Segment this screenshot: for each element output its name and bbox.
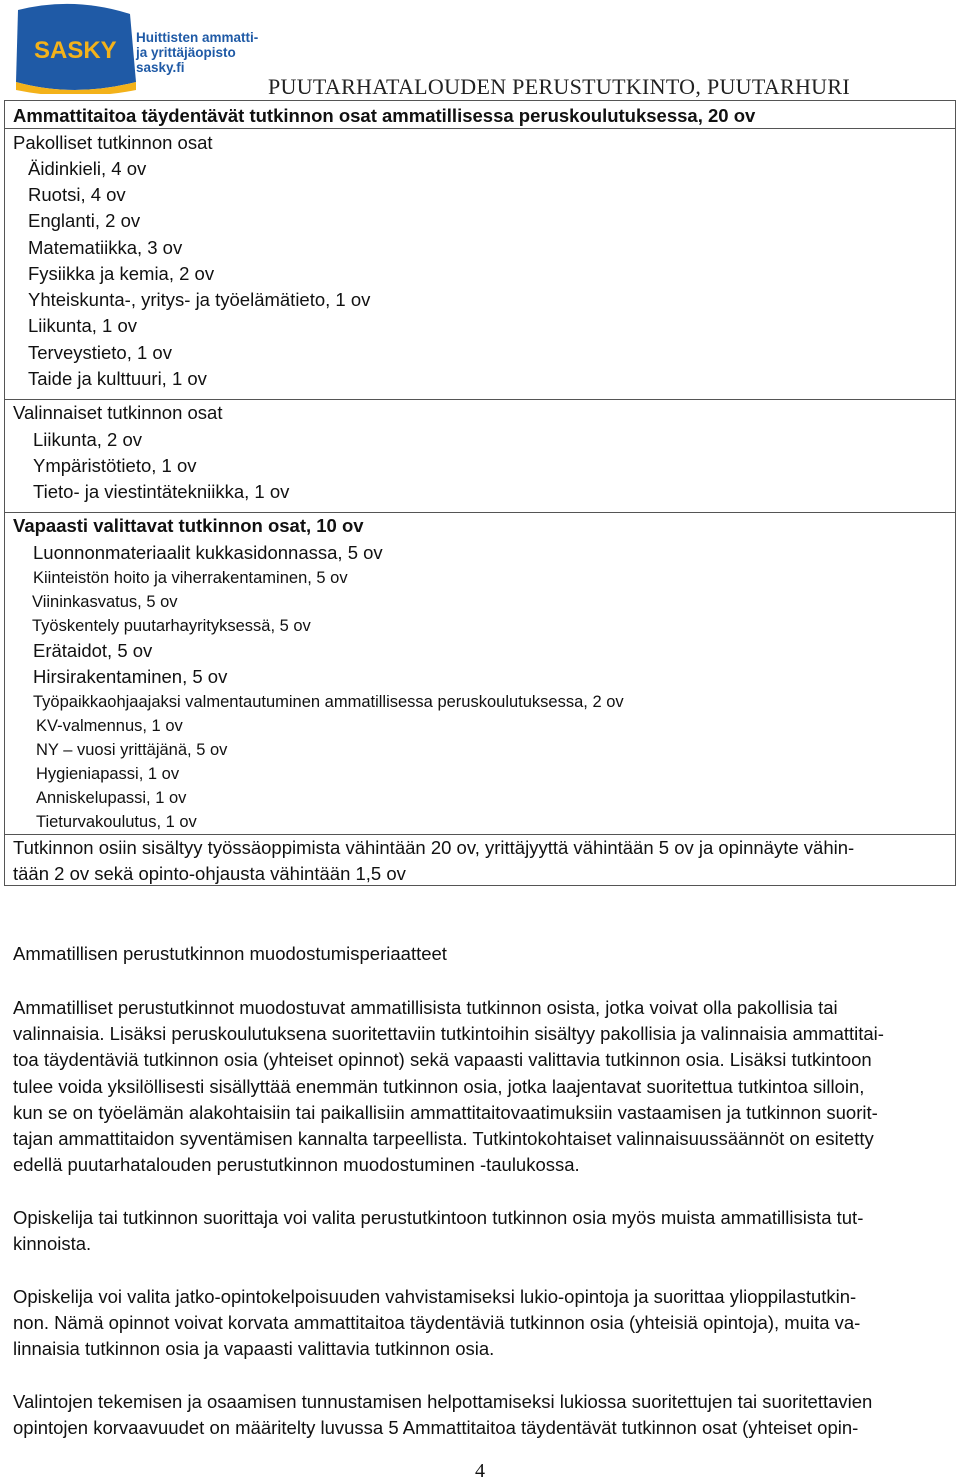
paragraph-line: Ammatilliset perustutkinnot muodostuvat ammatillisista tutkinnon osista, jotka voivat olla pakollisia tai [13,997,838,1018]
mandatory-item: Äidinkieli, 4 ov [28,158,147,179]
free-item: Hygieniapassi, 1 ov [36,765,180,783]
optional-item: Ympäristötieto, 1 ov [33,455,197,476]
logo-wordmark: SASKY [34,37,117,64]
table-divider-footer [4,834,956,835]
table-footer-line: Tutkinnon osiin sisältyy työssäoppimista vähintään 20 ov, yrittäjyyttä vähintään 5 ov ja opinnäyte vähin- [13,837,855,858]
table-heading-divider [4,128,956,129]
mandatory-item: Terveystieto, 1 ov [28,342,172,363]
paragraph-2 [13,1205,953,1257]
optional-item: Tieto- ja viestintätekniikka, 1 ov [33,481,290,502]
page-number: 4 [475,1460,485,1482]
free-item: Työpaikkaohjaajaksi valmentautuminen ammatillisessa peruskoulutuksessa, 2 ov [33,693,624,711]
free-item: KV-valmennus, 1 ov [36,717,183,735]
table-footer-line: tään 2 ov sekä opinto-ohjausta vähintään 1,5 ov [13,863,406,884]
mandatory-item: Yhteiskunta-, yritys- ja työelämätieto, 1 ov [28,289,371,310]
paragraph-line: Opiskelija tai tutkinnon suorittaja voi valita perustutkintoon tutkinnon osia myös muista ammatillisista tut- [13,1207,864,1228]
mandatory-item: Fysiikka ja kemia, 2 ov [28,263,215,284]
paragraph-line: tajan ammattitaidon syventämisen kannalta tarpeellista. Tutkintokohtaiset valinnaisuussäännöt on esitetty [13,1128,874,1150]
sasky-logo [12,2,262,94]
paragraph-line: kinnoista. [13,1233,92,1255]
mandatory-item: Englanti, 2 ov [28,210,141,231]
document-title: PUUTARHATALOUDEN PERUSTUTKINTO, PUUTARHURI [268,74,850,99]
logo-line-1: Huittisten ammatti- [136,30,259,45]
paragraph-line: Opiskelija voi valita jatko-opintokelpoisuuden vahvistamiseksi lukio-opintoja ja suorittaa ylioppilastutkin- [13,1286,857,1307]
free-item: Hirsirakentaminen, 5 ov [33,666,228,687]
optional-item: Liikunta, 2 ov [33,429,143,450]
free-item: Erätaidot, 5 ov [33,640,153,661]
paragraph-3 [13,1284,953,1363]
paragraph-line: opintojen korvaavuudet on määritelty luvussa 5 Ammattitaitoa täydentävät tutkinnon osat (yhteiset opin- [13,1417,859,1439]
table-heading: Ammattitaitoa täydentävät tutkinnon osat ammatillisessa peruskoulutuksessa, 20 ov [13,105,756,126]
optional-title: Valinnaiset tutkinnon osat [13,402,223,423]
mandatory-item: Liikunta, 1 ov [28,315,138,336]
paragraph-line: tulee voida yksilöllisesti sisällyttää enemmän tutkinnon osia, jotka laajentavat suoritettua tutkintoa silloin, [13,1075,865,1097]
mandatory-item: Ruotsi, 4 ov [28,184,126,205]
free-item: Luonnonmateriaalit kukkasidonnassa, 5 ov [33,542,383,563]
logo-url: sasky.fi [136,60,185,75]
paragraph-line: edellä puutarhatalouden perustutkinnon muodostuminen -taulukossa. [13,1154,580,1176]
free-item: Kiinteistön hoito ja viherrakentaminen, 5 ov [33,569,348,587]
mandatory-item: Taide ja kulttuuri, 1 ov [28,368,207,389]
free-item: Työskentely puutarhayrityksessä, 5 ov [32,617,311,635]
free-item: Tieturvakoulutus, 1 ov [36,813,197,831]
paragraph-4 [13,1389,953,1441]
paragraph-1 [13,995,953,1178]
paragraph-line: kun se on työelämän alakohtaisiin tai paikallisiin ammattitaitovaatimuksiin vastaamisen ja tutkinnon suorit- [13,1101,878,1123]
mandatory-title: Pakolliset tutkinnon osat [13,132,213,153]
free-title: Vapaasti valittavat tutkinnon osat, 10 ov [13,515,364,536]
logo-line-2: ja yrittäjäopisto [136,45,236,60]
mandatory-item: Matematiikka, 3 ov [28,237,183,258]
free-item: Anniskelupassi, 1 ov [36,789,187,807]
paragraph-line: valinnaisia. Lisäksi peruskoulutuksena suoritettaviin tutkintoihin sisältyy pakollisia ja valinnaisia ammattitai- [13,1023,884,1045]
free-item: NY – vuosi yrittäjänä, 5 ov [36,741,228,759]
table-divider-optional [4,399,956,400]
paragraph-line: toa täydentäviä tutkinnon osia (yhteiset opinnot) sekä vapaasti valittavia tutkinnon osia. Lisäksi tutkintoon [13,1049,872,1071]
section-title: Ammatillisen perustutkinnon muodostumisperiaatteet [13,943,447,964]
table-divider-free [4,512,956,513]
free-item: Viininkasvatus, 5 ov [32,593,178,611]
paragraph-line: non. Nämä opinnot voivat korvata ammattitaitoa täydentäviä tutkinnon osia (yhteisiä opintoja), muita va- [13,1312,861,1334]
paragraph-line: linnaisia tutkinnon osia ja vapaasti valittavia tutkinnon osia. [13,1338,495,1360]
paragraph-line: Valintojen tekemisen ja osaamisen tunnustamisen helpottamiseksi lukiossa suoritettujen tai suoritettavien [13,1391,873,1412]
